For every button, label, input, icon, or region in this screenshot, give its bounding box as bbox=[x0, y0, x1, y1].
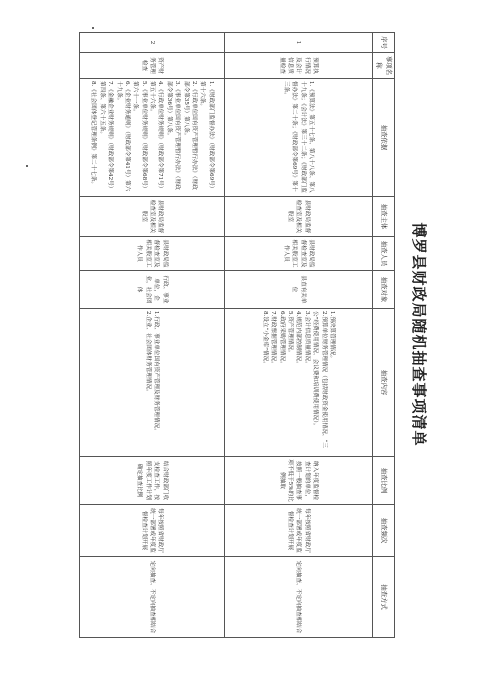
header-cell: 抽查内容 bbox=[372, 309, 394, 457]
ratio-cell: 结合财政部门收支检查工作，按照年度工作计划确定抽查比例 bbox=[80, 457, 225, 505]
content-line: 5.资产管理情况。 bbox=[287, 311, 294, 356]
target-cell: 县直有关单位 bbox=[224, 271, 372, 309]
basis-line: 1.《预算法》第五十七条、第八十八条、第八十九条；《会计法》第三十二条；《财政部门监督办法》第二十条；《财政部令第69号》第十三条。 bbox=[282, 81, 315, 193]
content-line: 6.政府采购管理情况。 bbox=[278, 311, 285, 367]
content-cell bbox=[224, 309, 372, 457]
subject-cell: 县财政局监督检查室及相关股室 bbox=[224, 197, 372, 237]
header-cell: 序号 bbox=[372, 33, 394, 53]
basis-line: 8.《社会团体登记管理条例》第二十七条。 bbox=[90, 81, 97, 188]
header-row bbox=[372, 33, 394, 638]
page-title: 博罗县财政局随机抽查事项清单 bbox=[410, 222, 428, 447]
content-line: 1.行政、事业单位国有资产管理及财务管理情况。 bbox=[153, 311, 160, 434]
basis-line: 1.《财政部门监督办法》（财政部令第69号）第十六条。 bbox=[199, 81, 214, 192]
target-cell: 行政、事业单位，企业，社会团体 bbox=[80, 271, 225, 309]
header-cell: 抽查比例 bbox=[372, 457, 394, 505]
table-row bbox=[80, 33, 225, 638]
basis-line: 2.《行政单位国有资产管理暂行办法》（财政部令第35号）第八条。 bbox=[182, 81, 198, 190]
staff-cell: 县财政局监督检查室及相关股室工作人员 bbox=[224, 237, 372, 271]
header-cell: 事项名称 bbox=[372, 53, 394, 79]
basis-line: 4.《行政单位财务规则》（财政部令第71号）第五十六条。 bbox=[149, 81, 164, 192]
method-cell: 定向抽查、不定向抽查相结合 bbox=[224, 557, 372, 638]
content-line: 2.企业、社会团体财务管理情况。 bbox=[144, 311, 151, 395]
content-cell bbox=[80, 309, 225, 457]
content-line: 7.财政票据管理情况。 bbox=[270, 311, 277, 367]
header-cell: 抽查频次 bbox=[372, 505, 394, 557]
basis-cell bbox=[224, 79, 372, 197]
subject-cell: 县财政局监督检查室及相关股室 bbox=[80, 197, 225, 237]
item-name: 预算执行情况及会计信息质量检查 bbox=[224, 53, 372, 79]
row-number: 2 bbox=[80, 33, 225, 53]
content-line: 8.设立“小金库”情况。 bbox=[261, 311, 268, 367]
header-cell: 抽查依据 bbox=[372, 79, 394, 197]
item-name: 资产财务管理检查 bbox=[80, 53, 225, 79]
method-cell: 定向抽查、不定向抽查相结合 bbox=[80, 557, 225, 638]
header-cell: 抽查对象 bbox=[372, 271, 394, 309]
frequency-cell: 每年按照省财政厅统一部署或年度监督检查计划开展 bbox=[80, 505, 225, 557]
header-cell: 抽查主体 bbox=[372, 197, 394, 237]
scan-speck bbox=[26, 165, 28, 167]
basis-line: 5.《事业单位财务规则》（财政部令第68号）第六十一条。 bbox=[132, 81, 147, 192]
scan-speck bbox=[92, 27, 94, 29]
table-row bbox=[224, 33, 372, 638]
basis-cell bbox=[80, 79, 225, 197]
rotated-page bbox=[79, 32, 436, 637]
header-cell: 抽查方式 bbox=[372, 557, 394, 638]
header-cell: 抽查人员 bbox=[372, 237, 394, 271]
content-line: 2.预算单位财务管理情况（包括财政资金使用情况、“三公”经费使用情况、会议费和培训费使用情况）。 bbox=[312, 311, 327, 448]
row-number: 1 bbox=[224, 33, 372, 53]
basis-line: 6.《企业财务通则》（财政部令第41号）第六十九条。 bbox=[115, 81, 130, 192]
inspection-table bbox=[79, 32, 395, 638]
frequency-cell: 每年按照省财政厅统一部署或年度监督检查计划开展 bbox=[224, 505, 372, 557]
staff-cell: 县财政局监督检查室及相关股室工作人员 bbox=[80, 237, 225, 271]
content-line: 4.规范内部控制情况。 bbox=[295, 311, 302, 367]
basis-line: 3.《事业单位国有资产管理暂行办法》（财政部令第36号）第八条。 bbox=[165, 81, 181, 190]
content-line: 3.会计信息质量情况。 bbox=[303, 311, 310, 367]
content-line: 1.预决算管理情况。 bbox=[329, 311, 336, 362]
ratio-cell: 纳入年度监督检查计划的单位，按照一般抽查事项不低于5%的比例抽取 bbox=[224, 457, 372, 505]
basis-line: 7.《金融企业财务规则》（财政部令第42号）第四条、第六十五条。 bbox=[98, 81, 114, 192]
